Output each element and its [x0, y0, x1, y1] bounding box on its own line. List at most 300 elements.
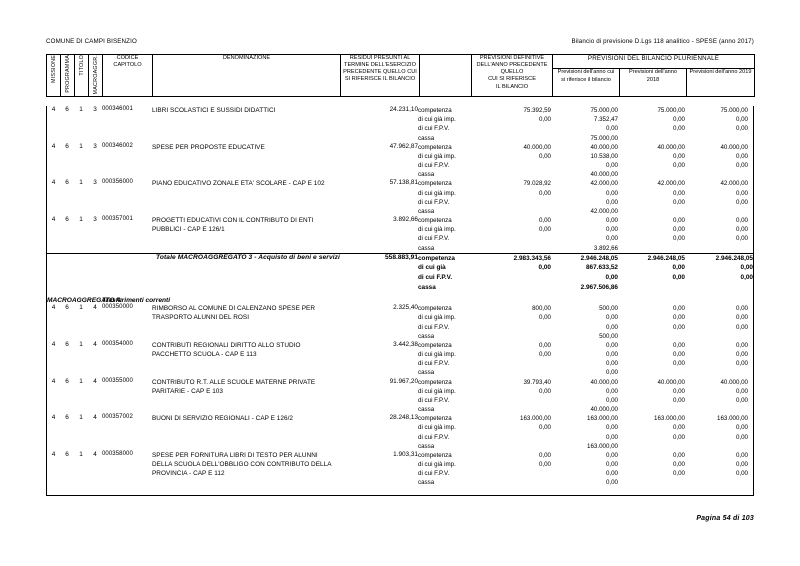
cell-titolo: 1	[79, 377, 83, 385]
total-label: Totale MACROAGGREGATO 3 - Acquisto di beni e servizi	[47, 253, 340, 292]
anno-2018-total: 0,00	[672, 264, 685, 272]
cell-residui: 47.962,87	[389, 142, 418, 150]
anno-corrente-value: 0,00	[605, 125, 618, 133]
total-previsioni-definitive	[470, 253, 551, 292]
cell-titolo: 1	[79, 216, 83, 224]
cell-anno-corrente	[551, 106, 618, 143]
total-anno-corrente	[551, 253, 618, 292]
cell-previsioni-definitive	[470, 378, 551, 415]
row-label: di cui già imp.	[418, 189, 456, 197]
cell-denominazione	[152, 179, 340, 216]
anno-2019-value: 0,00	[735, 396, 748, 404]
cell-row-labels	[418, 304, 470, 341]
cell-missione: 4	[51, 142, 56, 150]
cell-residui: 91.967,20	[389, 377, 418, 385]
anno-2019-value: 42.000,00	[720, 180, 748, 188]
prev-def-value: 0,00	[538, 424, 551, 432]
prev-def-value: 79.028,92	[523, 180, 551, 188]
cell-titolo: 1	[79, 142, 83, 150]
row-label: di cui già imp.	[418, 116, 456, 124]
cell-denominazione	[152, 106, 340, 143]
cell-codice-capitolo: 000350000	[102, 304, 133, 311]
cell-programma: 6	[65, 179, 69, 187]
anno-2018-value: 42.000,00	[657, 180, 685, 188]
denominazione-line: PROVINCIA - CAP E 112	[152, 470, 225, 478]
col-header-titolo: TITOLO	[75, 55, 89, 97]
prev-def-value: 0,00	[538, 387, 551, 395]
anno-2018-value: 0,00	[672, 125, 685, 133]
cell-missione: 4	[51, 216, 56, 224]
denominazione-line: PIANO EDUCATIVO ZONALE ETA' SCOLARE - CAP E 102	[152, 180, 325, 188]
cell-previsioni-definitive	[470, 216, 551, 253]
anno-corrente-value: 0,00	[605, 424, 618, 432]
anno-2019-value: 0,00	[735, 125, 748, 133]
row-label: cassa	[418, 207, 435, 215]
anno-2018-value: 0,00	[672, 235, 685, 243]
anno-2018-value: 40.000,00	[657, 143, 685, 151]
anno-corrente-value: 40.000,00	[590, 378, 618, 386]
row-label: competenza	[418, 415, 452, 423]
col-header-anno-corrente: Previsioni dell'anno cui si riferisce il bilancio	[553, 69, 620, 97]
cell-missione: 4	[51, 304, 56, 312]
row-label: di cui già imp.	[418, 314, 456, 322]
cell-anno-2019	[685, 451, 753, 488]
cell-titolo: 1	[79, 340, 83, 348]
anno-2019-value: 0,00	[735, 387, 748, 395]
anno-2019-value: 75.000,00	[720, 107, 748, 114]
cell-titolo: 1	[79, 450, 83, 458]
anno-2018-value: 163.000,00	[654, 415, 685, 423]
cell-programma: 6	[65, 450, 69, 458]
anno-2018-value: 0,00	[672, 116, 685, 124]
prev-def-value: 40.000,00	[523, 143, 551, 151]
cell-residui: 1.903,31	[393, 450, 418, 458]
cell-anno-corrente	[551, 451, 618, 488]
cell-anno-2018	[618, 143, 685, 180]
table-row	[47, 341, 753, 378]
prev-def-total: 0,00	[538, 264, 551, 272]
row-label: cassa	[418, 244, 435, 252]
cell-codice-capitolo: 000346002	[102, 142, 133, 149]
cell-residui: 57.138,81	[389, 179, 418, 187]
anno-corrente-value: 40.000,00	[590, 171, 618, 179]
anno-2019-value: 40.000,00	[720, 378, 748, 386]
anno-2018-value: 40.000,00	[657, 378, 685, 386]
anno-2018-value: 0,00	[672, 226, 685, 234]
anno-2019-value: 0,00	[735, 162, 748, 170]
row-label: cassa	[418, 406, 435, 414]
anno-2019-value: 0,00	[735, 198, 748, 206]
cell-anno-2018	[618, 414, 685, 451]
cell-anno-2018	[618, 378, 685, 415]
cell-previsioni-definitive	[470, 106, 551, 143]
anno-corrente-value: 42.000,00	[590, 207, 618, 215]
row-label: di cui F.P.V.	[418, 323, 450, 331]
prev-def-value: 0,00	[538, 116, 551, 124]
cell-denominazione	[152, 451, 340, 488]
anno-2019-value: 0,00	[735, 360, 748, 368]
row-label: cassa	[418, 479, 435, 487]
anno-2018-value: 0,00	[672, 314, 685, 322]
anno-corrente-total: 2.967.506,86	[580, 283, 618, 291]
cell-missione: 4	[51, 414, 56, 422]
cell-previsioni-definitive	[470, 451, 551, 488]
cell-codice-capitolo: 000354000	[102, 340, 133, 347]
table-row	[47, 414, 753, 451]
section-title: Trasferimenti correnti	[102, 297, 171, 305]
prev-def-value: 0,00	[538, 341, 551, 349]
total-label-line: competenza	[418, 254, 455, 262]
cell-codice-capitolo: 000355000	[102, 377, 133, 384]
cell-missione: 4	[51, 450, 56, 458]
cell-macroaggr: 3	[93, 216, 97, 224]
cell-missione: 4	[51, 377, 56, 385]
cell-anno-2019	[685, 143, 753, 180]
row-label: di cui già imp.	[418, 461, 456, 469]
cell-programma: 6	[65, 106, 69, 113]
anno-2019-value: 0,00	[735, 461, 748, 469]
cell-residui: 28.248,13	[389, 414, 418, 422]
anno-2018-value: 0,00	[672, 305, 685, 313]
cell-programma: 6	[65, 340, 69, 348]
col-header-macroaggr: MACROAGGR.	[89, 55, 103, 97]
anno-2019-value: 0,00	[735, 189, 748, 197]
anno-corrente-value: 75.000,00	[590, 134, 618, 142]
cell-anno-2018	[618, 106, 685, 143]
row-label: cassa	[418, 442, 435, 450]
anno-corrente-total: 867.633,52	[586, 264, 618, 272]
row-label: di cui F.P.V.	[418, 470, 450, 478]
denominazione-line: CONTRIBUTO R.T. ALLE SCUOLE MATERNE PRIVATE	[152, 378, 316, 386]
row-label: competenza	[418, 451, 452, 459]
anno-corrente-total: 2.946.248,05	[580, 254, 618, 262]
cell-denominazione	[152, 304, 340, 341]
anno-corrente-value: 0,00	[605, 351, 618, 359]
cell-denominazione	[152, 143, 340, 180]
prev-def-total: 2.983.343,56	[513, 254, 551, 262]
row-label: di cui già imp.	[418, 424, 456, 432]
total-row-labels	[418, 253, 470, 292]
cell-codice-capitolo: 000346001	[102, 106, 133, 112]
anno-2019-value: 0,00	[735, 451, 748, 459]
cell-residui: 24.231,10	[389, 106, 418, 113]
anno-corrente-value: 0,00	[605, 314, 618, 322]
prev-def-value: 39.793,40	[523, 378, 551, 386]
prev-def-value: 0,00	[538, 451, 551, 459]
row-label: cassa	[418, 171, 435, 179]
cell-anno-corrente	[551, 216, 618, 253]
anno-2018-value: 75.000,00	[657, 107, 685, 114]
anno-corrente-value: 40.000,00	[590, 143, 618, 151]
cell-macroaggr: 3	[93, 179, 97, 187]
cell-codice-capitolo: 000357001	[102, 216, 133, 223]
table-row	[47, 179, 753, 216]
cell-anno-2018	[618, 216, 685, 253]
anno-corrente-value: 7.352,47	[593, 116, 618, 124]
prev-def-value: 0,00	[538, 314, 551, 322]
anno-corrente-value: 500,00	[599, 305, 618, 313]
cell-anno-2019	[685, 414, 753, 451]
anno-corrente-value: 0,00	[605, 235, 618, 243]
anno-corrente-value: 0,00	[605, 461, 618, 469]
cell-anno-2019	[685, 106, 753, 143]
anno-corrente-value: 75.000,00	[590, 107, 618, 114]
row-label: di cui già imp.	[418, 387, 456, 395]
cell-macroaggr: 3	[93, 142, 97, 150]
anno-corrente-value: 0,00	[605, 189, 618, 197]
cell-anno-corrente	[551, 341, 618, 378]
row-label: competenza	[418, 107, 452, 114]
cell-programma: 6	[65, 377, 69, 385]
cell-programma: 6	[65, 216, 69, 224]
col-header-codice-capitolo	[103, 55, 153, 97]
cell-titolo: 1	[79, 106, 83, 113]
anno-2018-value: 0,00	[672, 189, 685, 197]
prev-def-value: 800,00	[532, 305, 551, 313]
prev-def-value: 0,00	[538, 189, 551, 197]
prev-def-value: 0,00	[538, 461, 551, 469]
anno-2019-value: 0,00	[735, 424, 748, 432]
row-label: di cui F.P.V.	[418, 125, 450, 133]
cell-residui: 3.442,38	[393, 340, 418, 348]
anno-2018-value: 0,00	[672, 396, 685, 404]
anno-corrente-value: 0,00	[605, 341, 618, 349]
total-label-line: di cui già	[418, 264, 446, 272]
anno-corrente-value: 0,00	[605, 360, 618, 368]
prev-def-value: 0,00	[538, 217, 551, 225]
cell-row-labels	[418, 414, 470, 451]
anno-corrente-value: 500,00	[599, 332, 618, 340]
anno-corrente-value: 0,00	[605, 433, 618, 441]
anno-corrente-value: 163.000,00	[587, 415, 618, 423]
table-row	[47, 451, 753, 488]
prev-def-value: 0,00	[538, 152, 551, 160]
col-header-pluriennale-group: PREVISIONI DEL BILANCIO PLURIENNALE	[553, 55, 755, 69]
denominazione-line: RIMBORSO AL COMUNE DI CALENZANO SPESE PER	[152, 305, 316, 313]
col-header-missione: MISSIONE	[47, 55, 61, 97]
anno-2018-total: 0,00	[672, 273, 685, 281]
anno-2019-value: 0,00	[735, 351, 748, 359]
prev-def-value: 0,00	[538, 226, 551, 234]
denominazione-line: CONTRIBUTI REGIONALI DIRITTO ALLO STUDIO	[152, 341, 301, 349]
section-header-row	[47, 297, 753, 304]
anno-2019-value: 0,00	[735, 235, 748, 243]
anno-2018-value: 0,00	[672, 360, 685, 368]
cell-missione: 4	[51, 340, 56, 348]
cell-macroaggr: 4	[93, 377, 97, 385]
anno-corrente-value: 0,00	[605, 369, 618, 377]
cell-residui: 3.892,66	[393, 216, 418, 224]
anno-2019-value: 0,00	[735, 314, 748, 322]
cell-programma: 6	[65, 142, 69, 150]
row-label: di cui F.P.V.	[418, 198, 450, 206]
row-label: di cui F.P.V.	[418, 162, 450, 170]
denominazione-line: PARITARIE - CAP E 103	[152, 387, 224, 395]
col-header-denominazione: DENOMINAZIONE	[153, 55, 341, 97]
cell-row-labels	[418, 106, 470, 143]
page-number: Pagina 54 di 103	[696, 515, 754, 522]
denominazione-line: BUONI DI SERVIZIO REGIONALI - CAP E 126/2	[152, 415, 294, 423]
cell-programma: 6	[65, 414, 69, 422]
cell-codice-capitolo: 000357002	[102, 414, 133, 421]
row-label: di cui già imp.	[418, 152, 456, 160]
cell-residui: 2.325,40	[393, 304, 418, 312]
denominazione-line: LIBRI SCOLASTICI E SUSSIDI DIDATTICI	[152, 107, 276, 114]
anno-2019-value: 163.000,00	[717, 415, 748, 423]
anno-2018-value: 0,00	[672, 451, 685, 459]
prev-def-value: 0,00	[538, 351, 551, 359]
cell-anno-corrente	[551, 414, 618, 451]
cell-row-labels	[418, 378, 470, 415]
table-row	[47, 304, 753, 341]
codice-line1: CODICE	[116, 55, 139, 61]
cell-row-labels	[418, 216, 470, 253]
anno-corrente-value: 0,00	[605, 226, 618, 234]
cell-row-labels	[418, 451, 470, 488]
cell-row-labels	[418, 179, 470, 216]
col-header-anno-2019: Previsioni dell'anno 2019	[689, 69, 752, 76]
row-label: di cui già imp.	[418, 351, 456, 359]
denominazione-line: SPESE PER FORNITURA LIBRI DI TESTO PER ALUNNI	[152, 451, 318, 459]
cell-macroaggr: 4	[93, 304, 97, 312]
total-row	[47, 253, 753, 292]
row-label: competenza	[418, 143, 452, 151]
row-label: competenza	[418, 180, 452, 188]
cell-codice-capitolo: 000356000	[102, 179, 133, 186]
anno-corrente-value: 3.892,66	[593, 244, 618, 252]
cell-anno-2019	[685, 179, 753, 216]
anno-corrente-value: 0,00	[605, 396, 618, 404]
cell-previsioni-definitive	[470, 341, 551, 378]
row-label: di cui F.P.V.	[418, 235, 450, 243]
cell-anno-corrente	[551, 179, 618, 216]
section-name: MACROAGGREGATO 4:	[47, 297, 123, 305]
col-header-residui: RESIDUI PRESUNTI AL TERMINE DELL'ESERCIZIO PRECEDENTE QUELLO CUI SI RIFERISCE IL BILANCIO	[341, 55, 420, 97]
row-label: di cui F.P.V.	[418, 433, 450, 441]
anno-corrente-value: 0,00	[605, 387, 618, 395]
anno-2018-value: 0,00	[672, 470, 685, 478]
anno-2018-value: 0,00	[672, 351, 685, 359]
running-header	[46, 38, 754, 50]
anno-corrente-value: 42.000,00	[590, 180, 618, 188]
cell-denominazione	[152, 414, 340, 451]
denominazione-line: PACCHETTO SCUOLA - CAP E 113	[152, 350, 257, 358]
anno-2018-value: 0,00	[672, 152, 685, 160]
anno-2018-value: 0,00	[672, 424, 685, 432]
anno-2018-value: 0,00	[672, 323, 685, 331]
anno-2019-value: 0,00	[735, 470, 748, 478]
anno-2019-value: 0,00	[735, 305, 748, 313]
anno-corrente-value: 0,00	[605, 217, 618, 225]
row-label: competenza	[418, 217, 452, 225]
total-label-line: cassa	[418, 283, 436, 291]
table-row	[47, 216, 753, 253]
anno-2019-value: 0,00	[735, 217, 748, 225]
anno-2018-value: 0,00	[672, 387, 685, 395]
table-body-container	[46, 106, 754, 496]
row-label: di cui già imp.	[418, 226, 456, 234]
row-label: competenza	[418, 341, 452, 349]
anno-2019-total: 0,00	[740, 264, 753, 272]
anno-corrente-value: 163.000,00	[587, 442, 618, 450]
anno-2019-value: 0,00	[735, 152, 748, 160]
col-header-programma: PROGRAMMA	[61, 55, 75, 97]
anno-2018-value: 0,00	[672, 162, 685, 170]
row-label: competenza	[418, 378, 452, 386]
table-body	[47, 106, 753, 488]
cell-denominazione	[152, 378, 340, 415]
cell-anno-corrente	[551, 378, 618, 415]
codice-line2: CAPITOLO	[113, 62, 142, 69]
col-header-spacer	[420, 55, 472, 97]
anno-2018-value: 0,00	[672, 217, 685, 225]
total-anno-2018	[618, 253, 685, 292]
cell-anno-2018	[618, 304, 685, 341]
row-label: competenza	[418, 305, 452, 313]
cell-denominazione	[152, 341, 340, 378]
denominazione-line: PUBBLICI - CAP E 126/1	[152, 226, 225, 234]
header-organization: COMUNE DI CAMPI BISENZIO	[46, 38, 137, 45]
row-label: di cui F.P.V.	[418, 360, 450, 368]
prev-def-value: 75.392,59	[523, 107, 551, 114]
anno-corrente-value: 0,00	[605, 470, 618, 478]
row-label: di cui F.P.V.	[418, 396, 450, 404]
anno-2019-value: 0,00	[735, 116, 748, 124]
row-label: cassa	[418, 332, 435, 340]
cell-denominazione	[152, 216, 340, 253]
cell-anno-corrente	[551, 143, 618, 180]
cell-codice-capitolo: 000358000	[102, 450, 133, 457]
cell-macroaggr: 4	[93, 414, 97, 422]
cell-anno-2019	[685, 304, 753, 341]
cell-macroaggr: 4	[93, 450, 97, 458]
total-residui: 558.883,91	[340, 253, 418, 292]
anno-2019-value: 0,00	[735, 323, 748, 331]
anno-2019-total: 2.946.248,05	[715, 254, 753, 262]
cell-anno-corrente	[551, 304, 618, 341]
cell-previsioni-definitive	[470, 143, 551, 180]
cell-row-labels	[418, 143, 470, 180]
cell-previsioni-definitive	[470, 304, 551, 341]
cell-programma: 6	[65, 304, 69, 312]
cell-macroaggr: 4	[93, 340, 97, 348]
prev-def-value: 163.000,00	[520, 415, 551, 423]
cell-anno-2019	[685, 341, 753, 378]
cell-previsioni-definitive	[470, 414, 551, 451]
anno-corrente-value: 0,00	[605, 451, 618, 459]
anno-2018-value: 0,00	[672, 198, 685, 206]
denominazione-line: PROGETTI EDUCATIVI CON IL CONTRIBUTO DI ENTI	[152, 217, 314, 225]
cell-macroaggr: 3	[93, 106, 97, 113]
anno-2019-value: 0,00	[735, 341, 748, 349]
anno-2019-value: 0,00	[735, 226, 748, 234]
table-header	[46, 54, 755, 97]
denominazione-line: SPESE PER PROPOSTE EDUCATIVE	[152, 143, 265, 151]
table-row	[47, 143, 753, 180]
anno-2019-value: 0,00	[735, 433, 748, 441]
cell-missione: 4	[51, 106, 56, 113]
cell-row-labels	[418, 341, 470, 378]
table-row	[47, 378, 753, 415]
cell-anno-2018	[618, 451, 685, 488]
anno-corrente-value: 0,00	[605, 198, 618, 206]
col-header-previsioni-definitive: PREVISIONI DEFINITIVE DELL'ANNO PRECEDENTE QUELLO CUI SI RIFERISCE IL BILANCIO	[472, 55, 553, 97]
row-label: cassa	[418, 369, 435, 377]
row-label: cassa	[418, 134, 435, 142]
cell-anno-2019	[685, 216, 753, 253]
anno-2018-value: 0,00	[672, 341, 685, 349]
cell-anno-2019	[685, 378, 753, 415]
